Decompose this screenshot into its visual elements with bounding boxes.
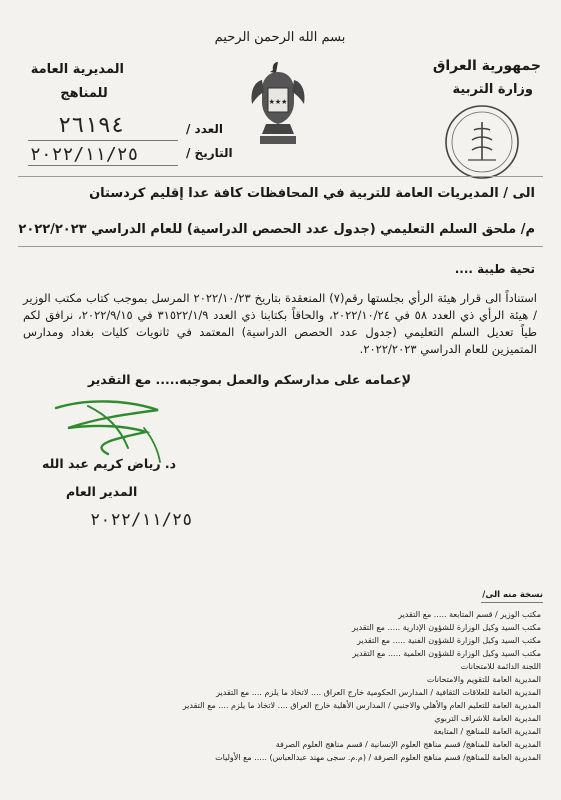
number-underline: [28, 140, 178, 141]
signatory-name: د. رياض كريم عبد الله: [42, 456, 177, 471]
subject: م/ ملحق السلم التعليمي (جدول عدد الحصص الدراسية) للعام الدراسي ٢٠٢٢/٢٠٢٣: [18, 222, 535, 237]
cc-line: اللجنة الدائمة للامتحانات: [460, 662, 541, 671]
cc-line: مكتب السيد وكيل الوزارة للشؤون العلمية ..... مع التقدير: [352, 649, 541, 658]
header-divider: [18, 176, 543, 177]
cc-line: المديرية العامة للاشراف التربوي: [434, 714, 541, 723]
date-label: التاريخ /: [186, 146, 233, 160]
ministry-seal-icon: [442, 102, 522, 182]
date-underline: [28, 165, 178, 166]
signatory-title: المدير العام: [66, 484, 138, 499]
closing-line: لإعمامه على مدارسكم والعمل بموجبه..... مع التقدير: [87, 372, 411, 387]
cc-heading: نسخة منه الى/: [482, 590, 543, 600]
cc-line: مكتب الوزير / قسم المتابعة ..... مع التقدير: [398, 610, 541, 619]
addressee: الى / المديريات العامة للتربية في المحافظات كافة عدا إقليم كردستان: [89, 186, 535, 201]
directorate-line1: المديرية العامة: [30, 62, 124, 77]
signature-date: ٢٠٢٢/١١/٢٥: [90, 510, 193, 530]
date-value: ٢٠٢٢/١١/٢٥: [30, 144, 139, 165]
iraq-eagle-emblem-icon: [248, 58, 308, 150]
country-name: جمهورية العراق: [432, 58, 541, 74]
svg-text:★★★: ★★★: [268, 98, 288, 106]
number-value: ٢٦١٩٤: [58, 113, 125, 138]
bismillah: بسم الله الرحمن الرحيم: [214, 30, 346, 45]
cc-heading-underline: [481, 602, 543, 603]
number-label: العدد /: [186, 122, 224, 136]
directorate-line2: للمناهج: [60, 86, 108, 101]
cc-line: مكتب السيد وكيل الوزارة للشؤون الإدارية ..... مع التقدير: [351, 623, 541, 632]
cc-line: المديرية العامة للمناهج/ قسم مناهج العلوم الصرفة / (م.م. سجى مهند عبدالعباس) ..... مع الأوليات: [215, 753, 541, 762]
cc-line: المديرية العامة للتقويم والامتحانات: [426, 675, 541, 684]
subject-divider: [18, 246, 543, 247]
cc-line: المديرية العامة للمناهج/ قسم مناهج العلوم الإنسانية / قسم مناهج العلوم الصرفة: [275, 740, 541, 749]
cc-line: المديرية العامة للمناهج / المتابعة: [433, 727, 541, 736]
cc-line: المديرية العامة للتعليم العام والأهلي والاجنبي / المدارس الأهلية خارج العراق .... لاتخاذ ما يلزم .... مع التقدير: [182, 701, 541, 710]
greeting: تحية طيبة ....: [454, 262, 535, 276]
cc-line: المديرية العامة للعلاقات الثقافية / المدارس الحكومية خارج العراق .... لاتخاذ ما يلزم .... مع التقدير: [216, 688, 541, 697]
body-paragraph: استناداً الى قرار هيئة الرأي بجلستها رقم(٧) المنعقدة بتاريخ ٢٠٢٢/١٠/٢٣ المرسل بموجب كتاب مكتب الوزير / هيئة الرأي ذي العدد ٥٨ في ٢٠٢٢/١٠/٢٤، والحاقاً بكتابنا ذي العدد ٣١٥٢٢/١/٩ في ٢٠٢٢/٩/١٥، نرافق لكم طياً تعديل السلم التعليمي (جدول عدد الحصص الدراسية) المعتمد في ثانويات كليات بغداد ومدارس المتميزين للعام الدراسي ٢٠٢٢/٢٠٢٣.: [23, 291, 537, 356]
cc-line: مكتب السيد وكيل الوزارة للشؤون الفنية ..... مع التقدير: [357, 636, 541, 645]
ministry-name: وزارة التربية: [452, 82, 533, 97]
